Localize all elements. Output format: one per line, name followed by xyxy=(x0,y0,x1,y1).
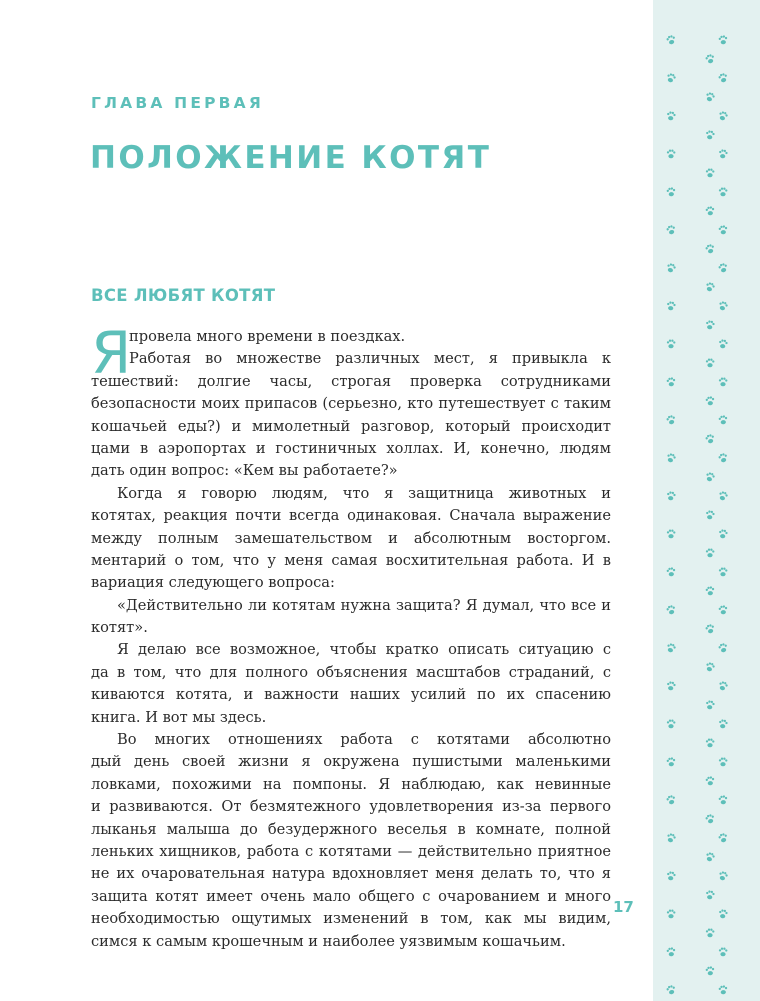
paw-print-icon xyxy=(666,567,676,577)
paw-print-icon xyxy=(719,568,728,577)
paw-print-icon xyxy=(666,263,677,274)
paw-print-icon xyxy=(706,549,715,558)
text-line: между полным замешательством и абсолютным восторгом. xyxy=(91,529,611,547)
paw-print-icon xyxy=(718,985,728,995)
text-line: кошачьей еды?) и мимолетный разговор, который происходит xyxy=(91,417,611,435)
text-line: цами в аэропортах и гостиничных холлах. И, конечно, людям xyxy=(91,439,611,457)
paw-print-icon xyxy=(705,662,716,673)
paw-print-icon xyxy=(705,700,715,710)
paw-print-icon xyxy=(718,111,729,122)
paw-print-icon xyxy=(666,301,676,311)
paw-print-icon xyxy=(667,720,676,729)
paw-print-icon xyxy=(719,758,728,767)
paw-print-icon xyxy=(666,73,677,84)
paw-print-icon xyxy=(666,643,677,654)
paw-print-icon xyxy=(718,832,729,843)
section-title: ВСЕ ЛЮБЯТ КОТЯТ xyxy=(91,286,276,305)
text-line: провела много времени в поездках. xyxy=(129,328,406,345)
paw-print-icon xyxy=(718,339,728,349)
text-line: леньких хищников, работа с котятами — действительно приятное xyxy=(91,842,611,860)
paw-print-icon xyxy=(718,415,728,425)
text-line: необходимостью ощутимых изменений в том, как мы видим, xyxy=(91,910,611,928)
paw-print-icon xyxy=(666,984,677,995)
text-line: киваются котята, и важности наших усилий по их спасению xyxy=(91,686,611,704)
paw-print-icon xyxy=(666,377,676,387)
paw-print-icon xyxy=(719,188,728,197)
paw-print-icon xyxy=(705,92,716,103)
paw-print-icon xyxy=(666,491,676,501)
paw-print-icon xyxy=(705,396,715,406)
paw-print-icon xyxy=(705,510,715,520)
paw-print-icon xyxy=(705,320,715,330)
paw-print-icon xyxy=(718,719,728,729)
paw-print-icon xyxy=(706,739,715,748)
paw-print-icon xyxy=(666,187,676,197)
paw-print-icon xyxy=(667,530,676,539)
text-line: защита котят имеет очень мало общего с очарованием и много xyxy=(91,887,611,905)
paw-print-icon xyxy=(705,890,715,900)
body-text xyxy=(91,319,611,953)
paw-print-icon xyxy=(718,871,729,882)
paw-print-icon xyxy=(667,910,676,919)
text-line: дый день своей жизни я окружена пушистыми маленькими xyxy=(91,753,611,771)
paw-print-icon xyxy=(666,871,676,881)
paw-print-icon xyxy=(706,169,715,178)
paw-print-icon xyxy=(666,681,676,691)
chapter-label: ГЛАВА ПЕРВАЯ xyxy=(91,94,265,112)
paw-print-icon xyxy=(718,262,729,273)
paw-print-icon xyxy=(705,586,715,596)
text-line: безопасности моих припасов (серьезно, кто путешествует с таким xyxy=(91,395,611,413)
text-line: Я делаю все возможное, чтобы кратко описать ситуацию с xyxy=(117,641,611,659)
paw-decoration-strip xyxy=(653,0,760,1001)
paw-print-icon xyxy=(718,529,728,539)
drop-cap: Я xyxy=(91,319,132,387)
paw-print-icon xyxy=(705,776,715,786)
text-line: ловками, похожими на помпоны. Я наблюдаю, как невинные xyxy=(91,775,611,793)
paw-print-icon xyxy=(705,433,716,444)
text-line: котят». xyxy=(91,619,148,637)
text-line: «Действительно ли котятам нужна защита? Я думал, что все и xyxy=(117,596,611,614)
paw-print-icon xyxy=(718,35,728,45)
paw-print-icon xyxy=(706,929,715,938)
text-line: дать один вопрос: «Кем вы работаете?» xyxy=(91,462,398,480)
paw-print-icon xyxy=(705,130,715,140)
text-line: лыканья малыша до безудержного веселья в комнате, полной xyxy=(91,820,611,838)
paw-print-icon xyxy=(718,225,728,235)
paw-print-icon xyxy=(718,795,728,805)
text-line: не их очаровательная натура вдохновляет меня делать то, что я xyxy=(91,865,611,883)
text-line: Во многих отношениях работа с котятами абсолютно xyxy=(117,731,611,749)
paw-print-icon xyxy=(666,604,677,615)
text-line: да в том, что для полного объяснения масштабов страданий, с xyxy=(91,663,611,681)
paw-print-icon xyxy=(705,472,716,483)
paw-print-icon xyxy=(718,605,728,615)
chapter-title: ПОЛОЖЕНИЕ КОТЯТ xyxy=(90,140,492,176)
paw-print-icon xyxy=(666,794,677,805)
paw-print-icon xyxy=(705,813,716,824)
paw-print-icon xyxy=(705,206,715,216)
paw-print-icon xyxy=(705,243,716,254)
text-line: ментарий о том, что у меня самая восхитительная работа. И в xyxy=(91,551,611,569)
paw-print-icon xyxy=(719,948,728,957)
paw-print-icon xyxy=(705,623,716,634)
paw-print-icon xyxy=(666,414,677,425)
paw-print-icon xyxy=(705,53,716,64)
paw-print-icon xyxy=(666,833,677,844)
paw-print-icon xyxy=(666,34,677,45)
paw-print-icon xyxy=(718,72,729,83)
paw-print-icon xyxy=(705,282,716,293)
paw-print-icon xyxy=(705,852,716,863)
paw-print-icon xyxy=(666,224,677,235)
text-line: и развиваются. От безмятежного удовлетворения из-за первого xyxy=(91,798,611,816)
paw-print-icon xyxy=(706,359,715,368)
paw-print-icon xyxy=(667,150,676,159)
text-line: котятах, реакция почти всегда одинаковая. Сначала выражение xyxy=(91,507,611,525)
text-line: Когда я говорю людям, что я защитница животных и xyxy=(117,484,611,502)
text-line: вариация следующего вопроса: xyxy=(91,574,335,592)
paw-print-icon xyxy=(667,340,676,349)
paw-print-icon xyxy=(718,491,729,502)
paw-pattern xyxy=(653,0,760,1001)
text-line: симся к самым крошечным и наиболее уязвимым кошачьим. xyxy=(91,932,566,950)
paw-print-icon xyxy=(718,301,729,312)
paw-print-icon xyxy=(718,681,729,692)
paw-print-icon xyxy=(718,452,729,463)
paw-print-icon xyxy=(666,947,676,957)
paw-print-icon xyxy=(666,757,676,767)
paw-print-icon xyxy=(666,111,676,121)
text-line: книга. И вот мы здесь. xyxy=(91,708,267,726)
paw-print-icon xyxy=(718,642,729,653)
page-number: 17 xyxy=(613,898,634,916)
paw-print-icon xyxy=(718,909,728,919)
text-line: тешествий: долгие часы, строгая проверка сотрудниками xyxy=(91,372,611,390)
text-line: Работая во множестве различных мест, я привыкла к xyxy=(129,350,611,368)
paw-print-icon xyxy=(666,453,677,464)
paw-print-icon xyxy=(718,149,728,159)
paw-print-icon xyxy=(705,966,715,976)
paw-print-icon xyxy=(719,378,728,387)
